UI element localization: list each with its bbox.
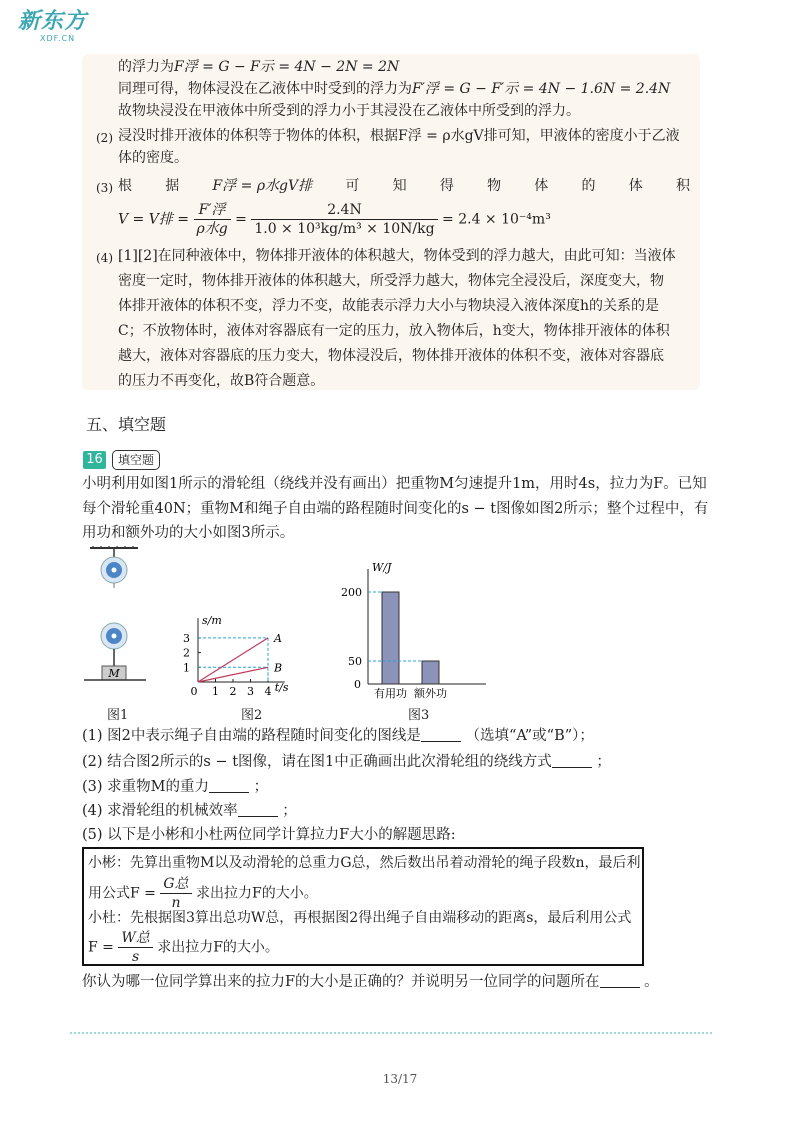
question-number-badge: 16 — [83, 451, 106, 469]
series-line-A — [198, 638, 268, 682]
approach-xiaodu-line1: 小杜：先根据图3算出总功W总，再根据图2得出绳子自由端移动的距离s，最后利用公式 — [88, 910, 632, 926]
fraction: $\frac{\text{G总}}{n}$ — [160, 875, 191, 912]
answer-line-2: 同理可得，物体浸没在乙液体中时受到的浮力为F′浮 = G − F′示 = 4N − 1.6N = 2.4N — [118, 81, 671, 97]
figure1-caption: 图1 — [107, 708, 129, 723]
volume-formula: V = V排 = $\frac{\text{F′浮}}{\text{ρ水g}}$ = $\frac{2.4N}{\text{1.0 × 10³kg/m³ × 10N/kg}}$ = 2.4 × 10⁻⁴m³ — [118, 202, 551, 237]
answer-part4-line: 的压力不再变化，故B符合题意。 — [118, 373, 325, 389]
origin-label: 0 — [354, 678, 361, 691]
answer-part4-line: 体排开液体的体积不变，浮力不变，故能表示浮力大小与物块浸入液体深度h的关系的是 — [118, 298, 660, 314]
answer-blank[interactable] — [600, 973, 640, 988]
logo-subtext: XDF.CN — [40, 34, 76, 43]
answer-part4-line: [1][2]在同种液体中，物体排开液体的体积越大，物体受到的浮力越大，由此可知：当液体 — [118, 248, 676, 264]
category-label: 额外功 — [414, 687, 447, 700]
x-tick-label: 3 — [247, 685, 254, 698]
x-tick-label: 0 — [190, 685, 198, 698]
answer-blank[interactable] — [552, 753, 592, 768]
logo-text: 新东方 — [18, 9, 88, 34]
answer-part2-line2: 体的密度。 — [118, 150, 188, 166]
answer-line-3: 故物块浸没在甲液体中所受到的浮力小于其浸没在乙液体中所受到的浮力。 — [118, 103, 580, 119]
y-tick-label: 200 — [341, 586, 362, 599]
page-number: 13/17 — [382, 1072, 418, 1086]
approach-xiaobin-line2: 用公式F = $\frac{\text{G总}}{n}$ 求出拉力F的大小。 — [88, 876, 318, 911]
fraction: $\frac{2.4N}{\text{1.0 × 10³kg/m³ × 10N/kg}}$ — [251, 201, 437, 238]
y-axis-label: s/m — [202, 614, 222, 628]
figure2-st-graph — [170, 556, 330, 701]
bar — [422, 661, 439, 684]
x-tick-label: 2 — [229, 685, 237, 698]
subquestion-1: (1) 图2中表示绳子自由端的路程随时间变化的图线是 （选填“A”或“B”）； — [82, 728, 594, 744]
subquestion-2: (2) 结合图2所示的s − t图像，请在图1中正确画出此次滑轮组的绕线方式 ； — [82, 754, 611, 770]
x-tick-label: 1 — [212, 685, 219, 698]
x-tick-label: 4 — [264, 685, 272, 698]
solution-approach-box — [82, 847, 644, 966]
weight-label: M — [108, 667, 120, 680]
buoyancy-formula-2: F′浮 = G − F′示 = 4N − 1.6N = 2.4N — [412, 81, 671, 97]
y-tick-label: 1 — [183, 661, 190, 675]
approach-xiaodu-line2: F = $\frac{\text{W总}}{s}$ 求出拉力F的大小。 — [88, 930, 279, 965]
y-tick-label: 3 — [183, 631, 190, 645]
part-number: (4) — [96, 251, 113, 265]
final-prompt: 你认为哪一位同学算出来的拉力F的大小是正确的？并说明另一位同学的问题所在 。 — [82, 974, 659, 990]
bar — [382, 592, 399, 684]
answer-explanation-box — [82, 54, 700, 390]
subquestion-3: (3) 求重物M的重力 ； — [82, 779, 269, 795]
subquestion-5: (5) 以下是小彬和小杜两位同学计算拉力F大小的解题思路: — [82, 827, 456, 843]
approach-xiaobin-line1: 小彬：先算出重物M以及动滑轮的总重力G总，然后数出吊着动滑轮的绳子段数n，最后利 — [88, 855, 641, 871]
answer-part4-line: 密度一定时，物体排开液体的体积越大，所受浮力越大，物体完全浸没后，深度变大，物 — [118, 273, 664, 289]
category-label: 有用功 — [374, 687, 407, 700]
x-axis-label: t/s — [274, 681, 289, 694]
question-stem-line: 用功和额外功的大小如图3所示。 — [82, 525, 295, 541]
y-axis-label: W/J — [372, 561, 392, 574]
answer-line-1: 的浮力为F浮 = G − F示 = 4N − 2N = 2N — [118, 59, 400, 75]
part-number: (3) — [96, 181, 113, 195]
footer-divider — [70, 1032, 712, 1034]
subquestion-4: (4) 求滑轮组的机械效率 ； — [82, 803, 297, 819]
series-label-B: B — [274, 661, 283, 675]
question-stem-line: 每个滑轮重40N；重物M和绳子自由端的路程随时间变化的s − t图像如图2所示；整个过程中，有 — [82, 501, 709, 517]
fraction: $\frac{\text{W总}}{s}$ — [118, 929, 152, 966]
part-number: (2) — [96, 131, 113, 145]
figure1-pulley-diagram — [80, 546, 152, 690]
question-stem-line: 小明利用如图1所示的滑轮组（绕线并没有画出）把重物M匀速提升1m，用时4s，拉力为F。已知 — [82, 476, 707, 492]
answer-blank[interactable] — [238, 802, 278, 817]
answer-part3-line1: 根 据 F浮 = ρ水gV排 可 知 得 物 体 的 体 积 — [118, 178, 690, 194]
answer-blank[interactable] — [209, 778, 249, 793]
figure2-caption: 图2 — [241, 708, 263, 723]
fraction: $\frac{\text{F′浮}}{\text{ρ水g}}$ — [194, 201, 231, 238]
section-title: 五、填空题 — [86, 415, 167, 434]
buoyancy-formula-1: F浮 = G − F示 = 4N − 2N = 2N — [174, 59, 400, 75]
question-type-tag: 填空题 — [112, 450, 160, 470]
figure3-work-bar-chart — [338, 560, 508, 700]
answer-part2-line1: 浸没时排开液体的体积等于物体的体积，根据F浮 = ρ水gV排可知，甲液体的密度小于乙液 — [118, 128, 680, 144]
answer-part4-line: C；不放物体时，液体对容器底有一定的压力，放入物体后，h变大，物体排开液体的体积 — [118, 323, 670, 339]
y-tick-label: 50 — [348, 655, 362, 668]
series-label-A: A — [274, 631, 282, 645]
xdf-logo — [18, 10, 87, 43]
y-tick-label: 2 — [183, 646, 190, 660]
answer-blank[interactable] — [421, 727, 461, 742]
answer-part4-line: 越大，液体对容器底的压力变大，物体浸没后，物体排开液体的体积不变，液体对容器底 — [118, 348, 664, 364]
figure3-caption: 图3 — [408, 708, 430, 723]
